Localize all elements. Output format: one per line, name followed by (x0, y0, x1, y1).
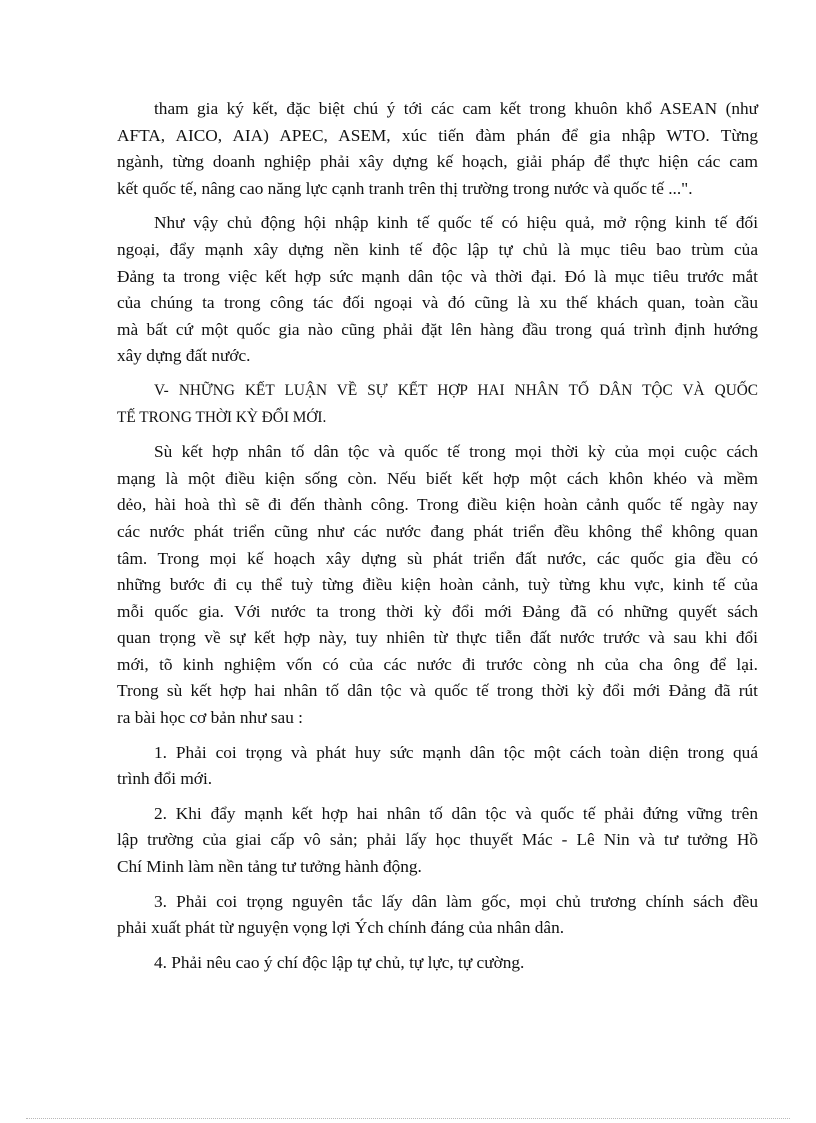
text-line: các nước phát triển cũng như các nước đang phát triển đều không thể không quan (117, 521, 758, 541)
text-line: kết quốc tế, nâng cao năng lực cạnh tranh trên thị trường trong nước và quốc tế ...". (117, 178, 693, 198)
text-line: xây dựng đất nước. (117, 346, 251, 366)
paragraph-integration (117, 210, 758, 370)
text-line: 4. Phải nêu cao ý chí độc lập tự chủ, tự lực, tự cường. (154, 952, 525, 972)
lesson-item-2 (117, 801, 758, 881)
text-line: mạng là một điều kiện sống còn. Nếu biết kết hợp một cách khôn khéo và mềm (117, 468, 758, 488)
text-line: mới, tõ kinh nghiệm vốn có của các nước đi trước còng nh của cha ông để lại. (117, 654, 758, 674)
text-line: 2. Khi đẩy mạnh kết hợp hai nhân tố dân tộc và quốc tế phải đứng vững trên (154, 803, 758, 823)
text-line: 1. Phải coi trọng và phát huy sức mạnh dân tộc một cách toàn diện trong quá (154, 742, 758, 762)
text-line: quan trọng về sự kết hợp này, tuy nhiên từ thực tiễn đất nước trước và sau khi đổi (117, 628, 758, 648)
text-line: mỗi quốc gia. Với nước ta trong thời kỳ đổi mới Đảng đã có những quyết sách (117, 601, 758, 621)
text-line: mà bất cứ một quốc gia nào cũng phải đặt lên hàng đầu trong quá trình định hướng (117, 319, 758, 339)
text-line: AFTA, AICO, AIA) APEC, ASEM, xúc tiến đàm phán để gia nhập WTO. Từng (117, 125, 758, 145)
page-bottom-rule (26, 1118, 790, 1119)
text-line: của chúng ta trong công tác đối ngoại và đó cũng là xu thế khách quan, toàn cầu (117, 293, 758, 313)
text-line: Trong sù kết hợp hai nhân tố dân tộc và quốc tế trong thời kỳ đổi mới Đảng đã rút (117, 681, 758, 701)
text-line: ngoại, đẩy mạnh xây dựng nền kinh tế độc lập tự chủ là mục tiêu bao trùm của (117, 239, 758, 259)
text-line: tâm. Trong mọi kế hoạch xây dựng sù phát triển đất nước, các quốc gia đều có (117, 548, 758, 568)
text-line: những bước đi cụ thể tuỳ từng điều kiện hoàn cảnh, tuỳ từng khu vực, kinh tế của (117, 575, 758, 595)
text-line: trình đổi mới. (117, 769, 213, 789)
text-line: Chí Minh làm nền tảng tư tưởng hành động. (117, 857, 422, 877)
paragraph-conclusions (117, 439, 758, 732)
lesson-item-1 (117, 740, 758, 793)
text-line: Sù kết hợp nhân tố dân tộc và quốc tế trong mọi thời kỳ của mọi cuộc cách (154, 442, 758, 462)
text-line: tham gia ký kết, đặc biệt chú ý tới các cam kết trong khuôn khổ ASEAN (như (154, 99, 758, 118)
text-line: lập trường của giai cấp vô sản; phải lấy học thuyết Mác - Lê Nin và tư tưởng Hồ (117, 830, 758, 850)
section-heading (117, 378, 758, 431)
lesson-item-3 (117, 889, 758, 942)
text-line: ngành, từng doanh nghiệp phải xây dựng kế hoạch, giải pháp để thực hiện các cam (117, 152, 758, 172)
text-line: phải xuất phát từ nguyện vọng lợi Ých chính đáng của nhân dân. (117, 918, 565, 938)
text-line: 3. Phải coi trọng nguyên tắc lấy dân làm gốc, mọi chủ trương chính sách đều (154, 891, 758, 911)
text-line: ra bài học cơ bản như sau : (117, 708, 303, 728)
lesson-item-4 (117, 950, 758, 977)
heading-line: V- NHỮNG KẾT LUẬN VỀ SỰ KẾT HỢP HAI NHÂN TỐ DÂN TỘC VÀ QUỐC (154, 381, 758, 399)
text-line: Như vậy chủ động hội nhập kinh tế quốc tế có hiệu quả, mở rộng kinh tế đối (154, 213, 758, 233)
document-page (117, 96, 758, 976)
text-line: dẻo, hài hoà thì sẽ đi đến thành công. Trong điều kiện hoàn cảnh quốc tế ngày nay (117, 495, 758, 515)
heading-line: TẾ TRONG THỜI KỲ ĐỔI MỚI. (117, 408, 327, 426)
text-line: Đảng ta trong việc kết hợp sức mạnh dân tộc và thời đại. Đó là mục tiêu trước mắt (117, 266, 758, 286)
paragraph-continuation (117, 96, 758, 202)
